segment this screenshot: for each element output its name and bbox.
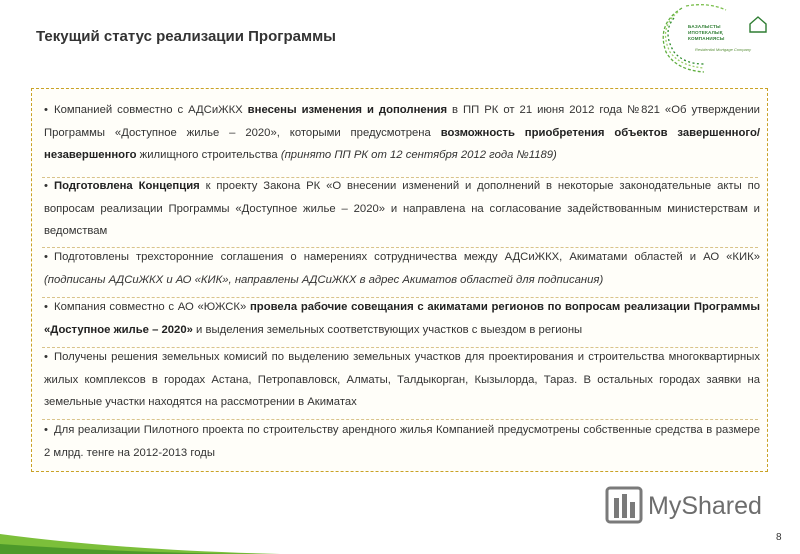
item-text: Подготовлена Концепция [54,180,200,192]
item-text: в ПП РК от 21 июня 2012 года №821 «Об утверждении Программы «Доступное жилье – 2020», которыми предусмотрена [44,104,760,139]
bullet-icon: • [44,424,48,436]
item-text: (принято ПП РК от 12 сентября 2012 года №1189) [280,149,557,161]
bullet-icon: • [44,351,48,363]
item-text: Компанией совместно с АДСиЖКХ [54,104,248,116]
bullet-icon: • [44,104,48,116]
slide-title: Текущий статус реализации Программы [36,28,336,45]
item-text: Для реализации Пилотного проекта по строительству арендного жилья Компанией предусмотрены собственные средства в размере 2 млрд. тенге на 2012-2013 годы [44,424,760,459]
item-text: Компания совместно с АО «ЮЖСК» [54,301,250,313]
bullet-item-4 [44,296,760,341]
bullet-item-3 [44,246,760,291]
item-text: жилищного строительства [136,149,281,161]
bullet-item-2 [44,175,760,243]
item-text: внесены изменения и дополнения [247,104,448,116]
bullet-icon: • [44,301,48,313]
bullet-icon: • [44,251,48,263]
decorative-swoosh-icon [0,514,280,554]
item-text: возможность приобретения объектов завершенного/незавершенного [44,126,760,161]
page-number: 8 [776,532,782,543]
bullet-item-1 [44,99,760,167]
item-text: и выделения земельных соответствующих участков с выездом в регионы [192,323,583,336]
logo-subtitle: Residential Mortgage Company [695,47,752,52]
item-text: провела рабочие совещания с акиматами регионов по вопросам реализации Программы «Доступное жилье – 2020» [44,301,760,336]
logo-text: БАЗАЛЫСТЫ ИПОТЕКАЛЫҚ КОМПАНИЯСЫ [688,24,725,41]
bullet-item-5 [44,346,760,414]
item-text: (подписаны АДСиЖКХ и АО «КИК», направлены АДСиЖКХ в адрес Акиматов областей для подписания) [44,273,604,286]
bullet-item-6 [44,419,760,464]
item-text: Получены решения земельных комисий по выделению земельных участков для проектирования и строительства многоквартирных жилых комплексов в городах Астана, Петропавловск, Алматы, Талдыкорган, Кызылорда, Тараз. В остальных городах заявки на земельные участки находятся на рассмотрении в Акиматах [44,351,760,408]
watermark-text: MyShared [648,492,762,520]
bullet-icon: • [44,180,48,192]
content-panel [31,88,768,472]
item-text: Подготовлены трехсторонние соглашения о намерениях сотрудничества между АДСиЖКХ, Акиматами областей и АО «КИК» [54,251,760,263]
item-text: к проекту Закона РК «О внесении изменений и дополнений в некоторые законодательные акты по вопросам реализации Программы «Доступное жилье – 2020» и направлена на согласование задействованным министерствам и ведомствам [44,180,760,237]
myshared-logo-icon [605,486,643,524]
